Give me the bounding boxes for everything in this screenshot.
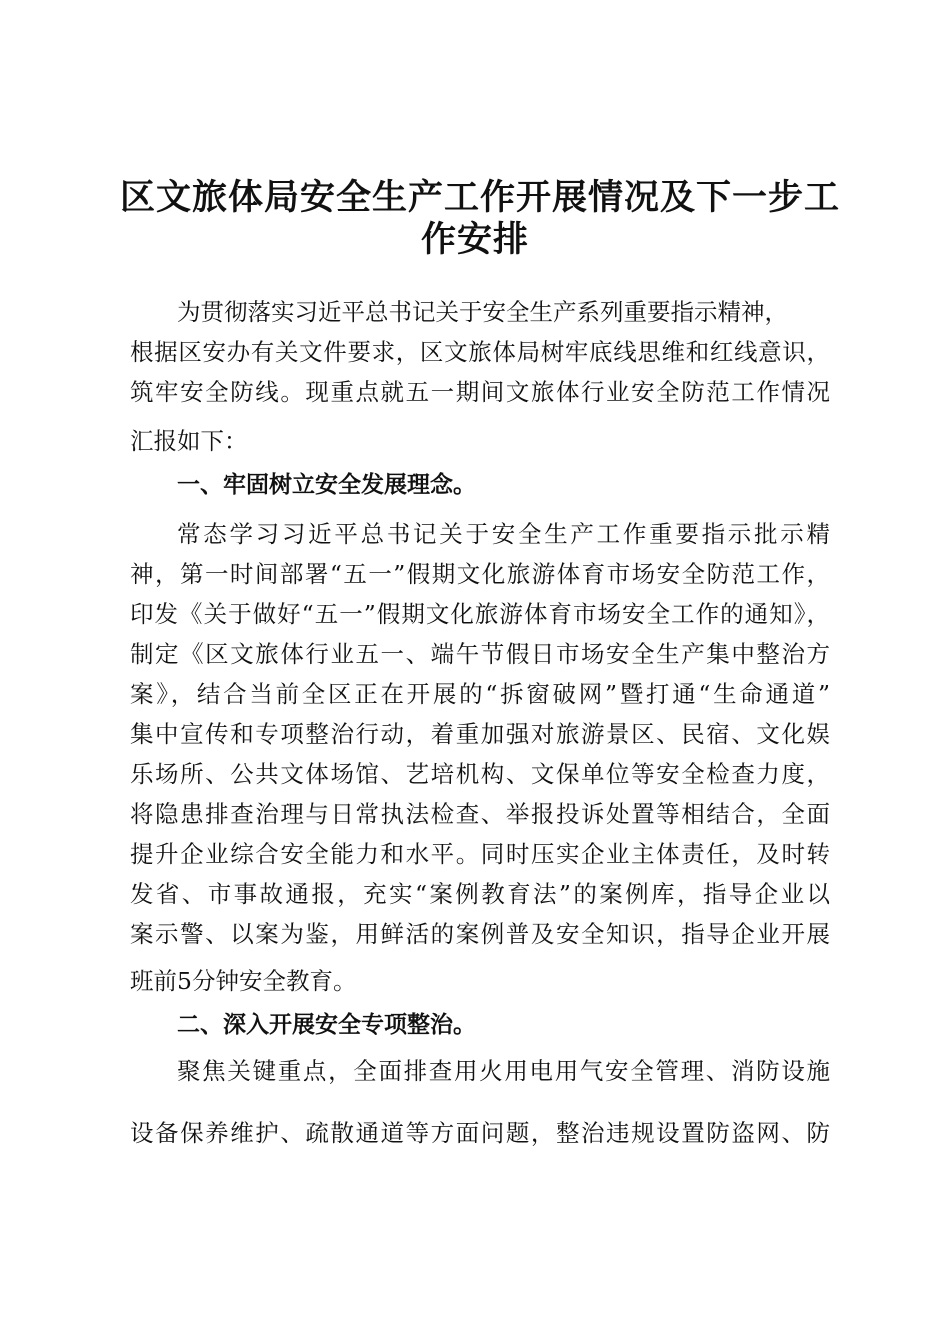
section-2-line: 设备保养维护、疏散通道等方面问题，整治违规设置防盗网、防: [130, 1119, 830, 1147]
section-1-line: 集中宣传和专项整治行动，着重加强对旅游景区、民宿、文化娱: [130, 720, 830, 748]
document-title-line-1: 区文旅体局安全生产工作开展情况及下一步工: [120, 178, 841, 218]
section-1-line: 案》，结合当前全区正在开展的“拆窗破网”暨打通“生命通道”: [130, 680, 830, 708]
intro-line: 汇报如下：: [130, 427, 248, 455]
intro-line: 为贯彻落实习近平总书记关于安全生产系列重要指示精神，: [177, 298, 788, 326]
section-2-line: 聚焦关键重点，全面排查用火用电用气安全管理、消防设施: [177, 1057, 830, 1085]
section-1-line: 神，第一时间部署“五一”假期文化旅游体育市场安全防范工作，: [130, 560, 830, 588]
section-1-line: 案示警、以案为鉴，用鲜活的案例普及安全知识，指导企业开展: [130, 920, 830, 948]
section-1-line: 发省、市事故通报，充实“案例教育法”的案例库，指导企业以: [130, 880, 830, 908]
section-2-heading: 二、深入开展安全专项整治。: [177, 1012, 476, 1038]
intro-line: 根据区安办有关文件要求，区文旅体局树牢底线思维和红线意识，: [130, 338, 830, 366]
section-1-line: 乐场所、公共文体场馆、艺培机构、文保单位等安全检查力度，: [130, 760, 830, 788]
section-1-line: 提升企业综合安全能力和水平。同时压实企业主体责任，及时转: [130, 840, 830, 868]
section-1-line: 常态学习习近平总书记关于安全生产工作重要指示批示精: [177, 520, 830, 548]
section-1-line: 班前5分钟安全教育。: [130, 967, 357, 995]
document-title-line-2: 作安排: [420, 220, 529, 260]
section-1-line: 将隐患排查治理与日常执法检查、举报投诉处置等相结合，全面: [130, 800, 830, 828]
intro-line: 筑牢安全防线。现重点就五一期间文旅体行业安全防范工作情况: [130, 378, 830, 406]
section-1-heading: 一、牢固树立安全发展理念。: [177, 472, 476, 498]
section-1-line: 制定《区文旅体行业五一、端午节假日市场安全生产集中整治方: [130, 640, 830, 668]
section-1-line: 印发《关于做好“五一”假期文化旅游体育市场安全工作的通知》，: [130, 600, 830, 628]
